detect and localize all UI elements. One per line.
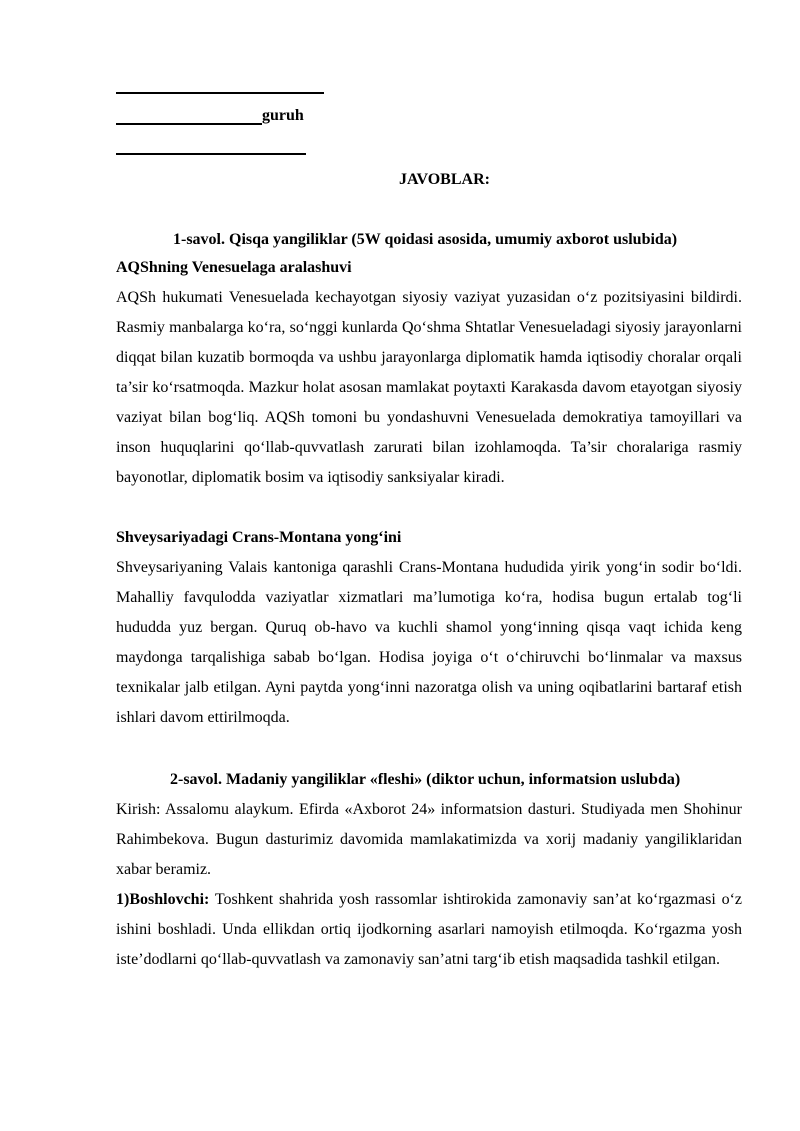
name-blank-line (116, 92, 324, 94)
page-title: JAVOBLAR: (399, 171, 490, 188)
question-1-heading: 1-savol. Qisqa yangiliklar (5W qoidasi asosida, umumiy axborot uslubida) (173, 231, 678, 248)
news-1-body: AQSh hukumati Venesuelada kechayotgan siyosiy vaziyat yuzasidan o‘z pozitsiyasini bildirdi. Rasmiy manbalarga ko‘ra, so‘nggi kunlarda Qo‘shma Shtatlar Venesueladagi siyosiy jarayonlarni diqqat bilan kuzatib bormoqda va ushbu jarayonlarga diplomatik hamda iqtisodiy choralar orqali ta’sir ko‘rsatmoqda. Mazkur holat asosan mamlakat poytaxti Karakasda davom etayotgan siyosiy vaziyat bilan bog‘liq. AQSh tomoni bu yondashuvni Venesuelada demokratiya tamoyillari va inson huquqlarini qo‘llab-quvvatlash zarurati bilan izohlamoqda. Ta’sir choralariga rasmiy bayonotlar, diplomatik bosim va iqtisodiy sanksiyalar kiradi. (116, 289, 742, 486)
intro-paragraph: Kirish: Assalomu alaykum. Efirda «Axborot 24» informatsion dasturi. Studiyada men Shohinur Rahimbekova. Bugun dasturimiz davomida mamlakatimizda va xorij madaniy yangiliklaridan xabar beramiz. (116, 801, 742, 878)
group-blank-line (116, 123, 262, 125)
item-1-body: Toshkent shahrida yosh rassomlar ishtirokida zamonaviy san’at ko‘rgazmasi o‘z ishini boshladi. Unda ellikdan ortiq ijodkorning asarlari namoyish etilmoqda. Ko‘rgazma yosh iste’dodlarni qo‘llab-quvvatlash va zamonaviy san’atni targ‘ib etish maqsadida tashkil etilgan. (116, 891, 742, 968)
group-label: guruh (262, 107, 304, 124)
news-2-title: Shveysariyadagi Crans-Montana yong‘ini (116, 529, 402, 546)
question-2-heading: 2-savol. Madaniy yangiliklar «fleshi» (diktor uchun, informatsion uslubda) (170, 771, 681, 788)
extra-blank-line (116, 153, 306, 155)
item-1-label: 1)Boshlovchi: (116, 891, 210, 908)
item-1-paragraph (116, 885, 742, 975)
news-2-body: Shveysariyaning Valais kantoniga qarashli Crans-Montana hududida yirik yong‘in sodir bo‘ldi. Mahalliy favqulodda vaziyatlar xizmatlari ma’lumotiga ko‘ra, hodisa bugun ertalab tog‘li hududda yuz bergan. Quruq ob-havo va kuchli shamol yong‘inning qisqa vaqt ichida keng maydonga tarqalishiga sabab bo‘lgan. Hodisa joyiga o‘t o‘chiruvchi bo‘linmalar va maxsus texnikalar jalb etilgan. Ayni paytda yong‘inni nazoratga olish va uning oqibatlarini bartaraf etish ishlari davom ettirilmoqda. (116, 559, 742, 726)
news-1-title: AQShning Venesuelaga aralashuvi (116, 259, 352, 276)
